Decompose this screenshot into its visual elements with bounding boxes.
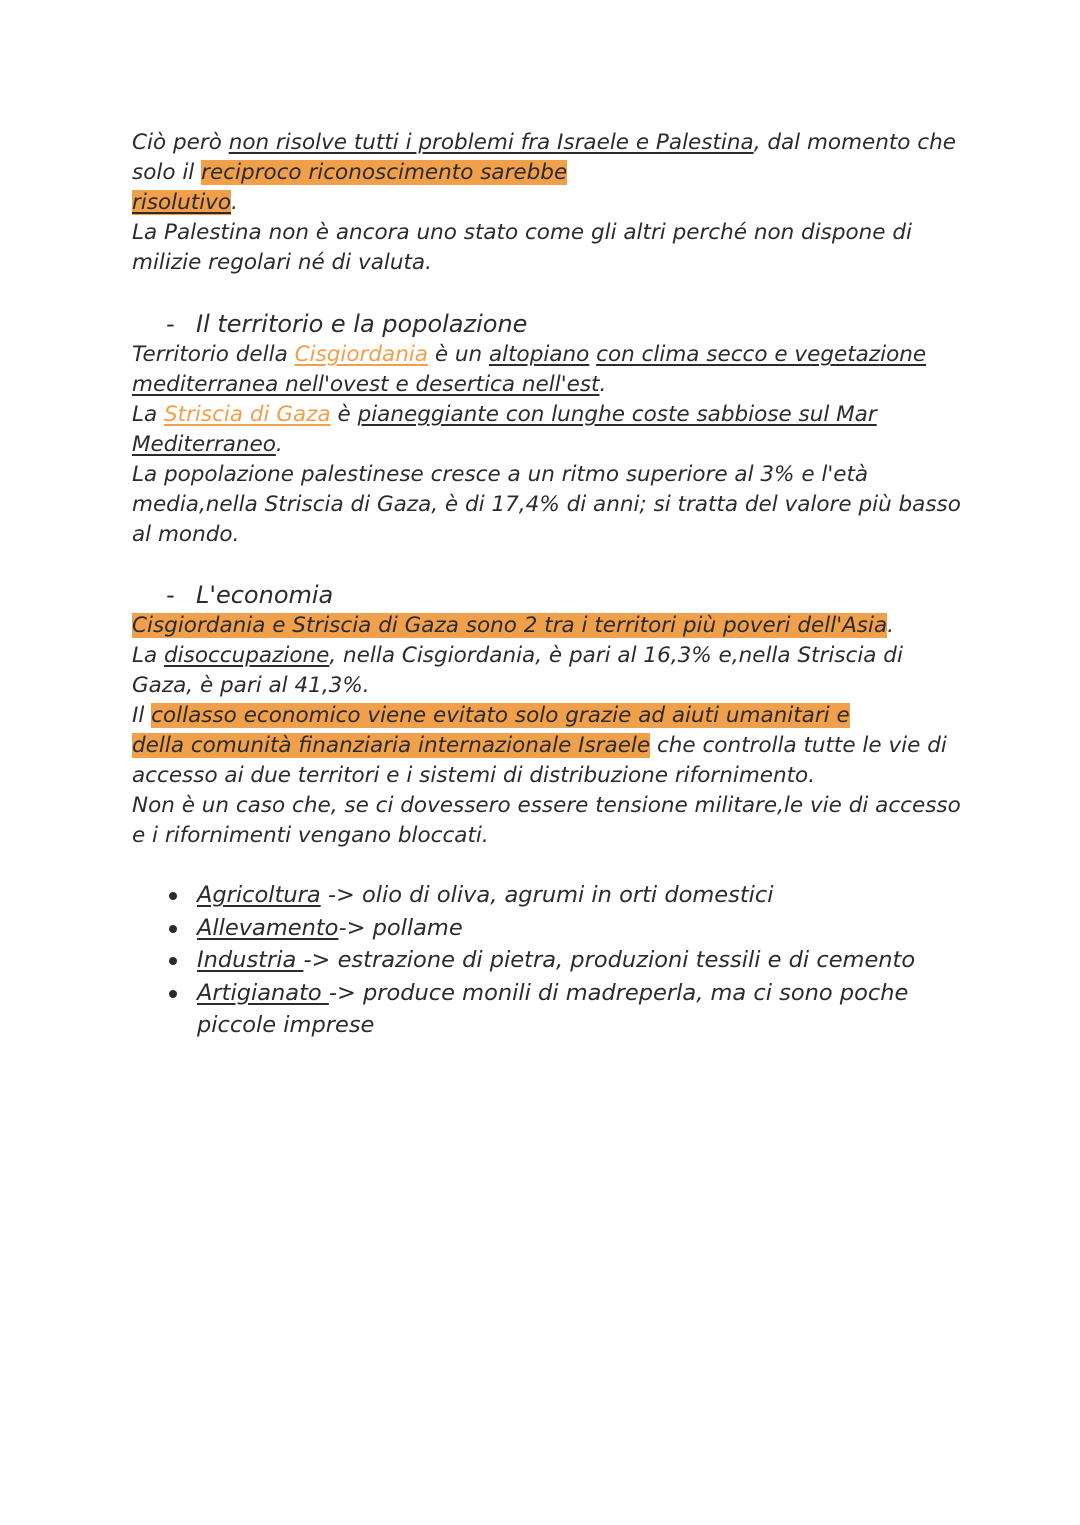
sector-term: Agricoltura	[197, 882, 321, 908]
underlined-phrase: con clima secco e vegetazione mediterranea nell'ovest e desertica nell'est	[132, 342, 927, 397]
sector-term: Artigianato	[197, 979, 329, 1006]
sector-description: estrazione di pietra, produzioni tessili e di cemento	[337, 947, 916, 973]
sector-term: Industria	[197, 947, 304, 973]
economy-sectors-list	[132, 879, 962, 1042]
text-span: , nella Cisgiordania, è pari al 16,3% e,nella Striscia di Gaza, è pari al 41,3%.	[132, 643, 903, 698]
bullet-dot-icon	[169, 925, 177, 933]
heading-text: Il territorio e la popolazione	[196, 310, 528, 338]
list-item	[166, 944, 962, 977]
text-span: .	[231, 190, 238, 215]
bullet-dot-icon	[169, 990, 177, 998]
paragraph-recognition	[132, 128, 962, 218]
link-striscia-di-gaza[interactable]: Striscia di Gaza	[164, 402, 331, 427]
paragraph-economic-collapse	[132, 701, 962, 791]
underlined-phrase: altopiano	[488, 342, 590, 367]
text-span: La	[132, 402, 164, 427]
section-heading-economy	[166, 580, 962, 611]
highlighted-phrase: Cisgiordania e Striscia di Gaza sono 2 tra i territori più poveri dell'Asia	[132, 613, 888, 638]
text-span: .	[275, 432, 283, 457]
sector-description: pollame	[372, 914, 463, 941]
text-span: è un	[427, 342, 489, 367]
sector-description: produce monili di madreperla, ma ci sono poche piccole imprese	[197, 979, 909, 1038]
heading-text: L'economia	[196, 581, 334, 609]
text-span: Territorio della	[132, 342, 295, 367]
arrow-separator: ->	[338, 914, 373, 941]
arrow-separator: ->	[320, 882, 362, 908]
paragraph-population: La popolazione palestinese cresce a un ritmo superiore al 3% e l'età media,nella Striscia di Gaza, è di 17,4% di anni; si tratta del valore più basso al mondo.	[132, 462, 961, 547]
underlined-phrase: non risolve tutti i problemi fra Israele e Palestina	[228, 130, 754, 155]
bullet-dot-icon	[169, 957, 177, 965]
highlighted-phrase: reciproco riconoscimento sarebbe	[201, 160, 568, 185]
heading-dash: -	[166, 581, 175, 609]
text-span: che controlla tutte le vie di accesso ai due territori e i sistemi di distribuzione rifornimento.	[132, 733, 947, 788]
text-span: La	[132, 643, 164, 668]
highlighted-phrase: collasso economico viene evitato solo grazie ad aiuti umanitari e	[151, 703, 850, 728]
list-item	[166, 879, 962, 912]
text-span: , dal momento che solo il	[132, 130, 956, 185]
paragraph-cisgiordania	[132, 340, 962, 400]
text-span: .	[599, 372, 607, 397]
link-cisgiordania[interactable]: Cisgiordania	[294, 342, 428, 367]
paragraph-unemployment	[132, 641, 962, 701]
bullet-dot-icon	[169, 892, 177, 900]
paragraph-blockade: Non è un caso che, se ci dovessero essere tensione militare,le vie di accesso e i rifornimenti vengano bloccati.	[132, 793, 961, 848]
underlined-phrase: disoccupazione	[164, 643, 330, 668]
heading-dash: -	[166, 310, 175, 338]
paragraph-poverty	[132, 611, 962, 641]
paragraph-gaza	[132, 400, 962, 460]
sector-term: Allevamento	[197, 914, 339, 941]
sector-description: olio di oliva, agrumi in orti domestici	[361, 882, 774, 908]
text-span: .	[887, 613, 894, 638]
underlined-phrase: pianeggiante con lunghe coste sabbiose sul Mar Mediterraneo	[132, 402, 877, 457]
highlighted-phrase: della comunità finanziaria internazionale Israele	[132, 733, 651, 758]
document-page	[132, 128, 962, 1042]
text-span: Il	[132, 703, 152, 728]
arrow-separator: ->	[303, 947, 338, 973]
section-heading-territory	[166, 309, 962, 340]
paragraph-state-status: La Palestina non è ancora uno stato come gli altri perché non dispone di milizie regolari né di valuta.	[132, 220, 912, 275]
highlighted-phrase: risolutivo	[132, 190, 232, 215]
list-item	[166, 977, 962, 1042]
text-span: è	[330, 402, 358, 427]
list-item	[166, 912, 962, 945]
arrow-separator: ->	[328, 979, 363, 1006]
text-span: Ciò però	[132, 130, 229, 155]
